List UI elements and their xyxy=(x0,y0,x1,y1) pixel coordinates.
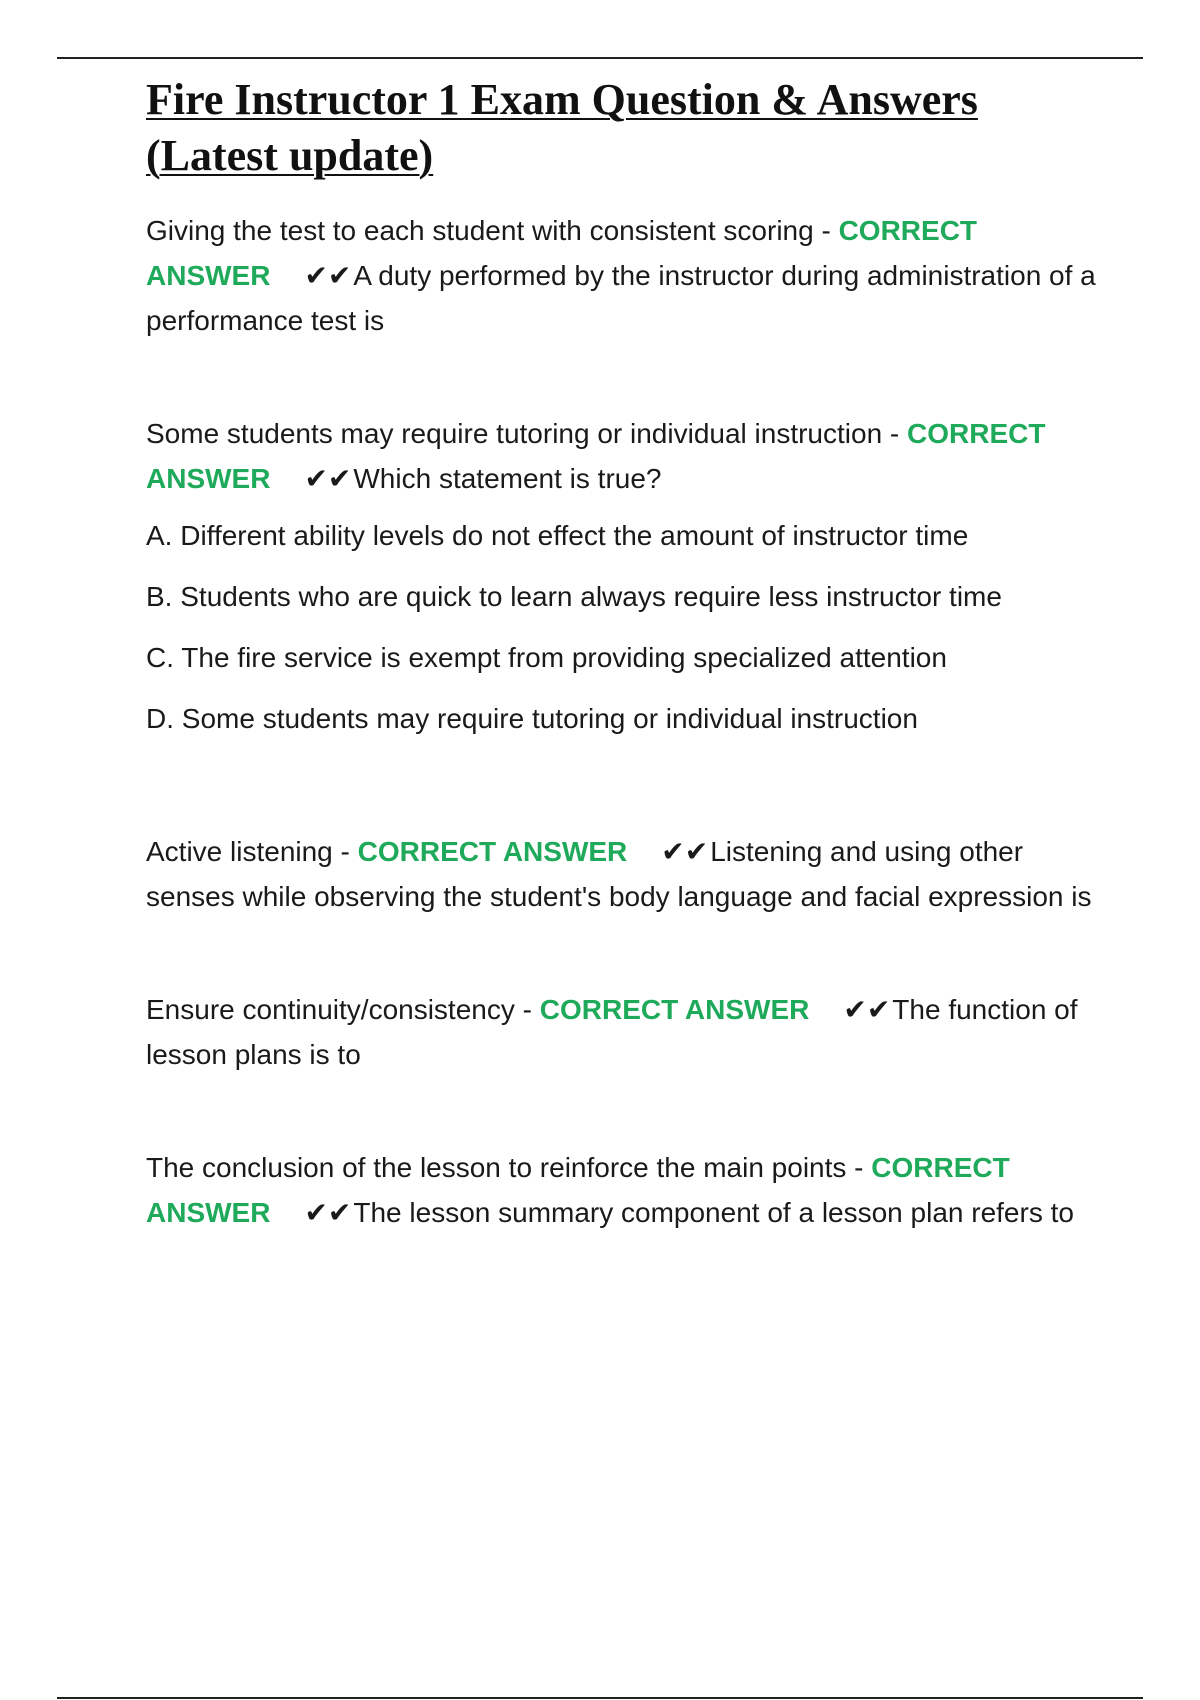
option-d: D. Some students may require tutoring or individual instruction xyxy=(146,703,918,734)
qa-paragraph xyxy=(146,411,1106,501)
checkmark-icon: ✔✔ xyxy=(304,463,352,494)
answer-text: The conclusion of the lesson to reinforce the main points - xyxy=(146,1152,872,1183)
document-title xyxy=(146,72,1106,184)
qa-paragraph xyxy=(146,987,1106,1077)
qa-item xyxy=(146,987,1106,1077)
qa-item xyxy=(146,829,1106,919)
answer-text: Some students may require tutoring or individual instruction - xyxy=(146,418,908,449)
answer-text: Active listening - xyxy=(146,836,358,867)
qa-paragraph xyxy=(146,1145,1106,1235)
checkmark-icon: ✔✔ xyxy=(304,260,352,291)
option-a: A. Different ability levels do not effect the amount of instructor time xyxy=(146,520,969,551)
qa-item xyxy=(146,208,1106,343)
correct-answer-label: CORRECT ANSWER xyxy=(539,994,810,1025)
question-text: The function of lesson plans is to xyxy=(146,994,1078,1070)
answer-text: Giving the test to each student with consistent scoring - xyxy=(146,215,839,246)
qa-item xyxy=(146,1145,1106,1235)
option-b: B. Students who are quick to learn always require less instructor time xyxy=(146,581,1002,612)
qa-paragraph xyxy=(146,208,1106,343)
question-text: The lesson summary component of a lesson plan refers to xyxy=(353,1197,1074,1228)
correct-answer-label: CORRECT ANSWER xyxy=(357,836,628,867)
question-text: Which statement is true? xyxy=(353,463,662,494)
question-text: Listening and using other senses while observing the student's body language and facial expression is xyxy=(146,836,1092,912)
question-text: A duty performed by the instructor during administration of a performance test is xyxy=(146,260,1096,336)
correct-answer-label: CORRECT ANSWER xyxy=(146,418,1046,494)
qa-item xyxy=(146,411,1106,741)
checkmark-icon: ✔✔ xyxy=(304,1197,352,1228)
qa-paragraph xyxy=(146,829,1106,919)
checkmark-icon: ✔✔ xyxy=(843,994,891,1025)
checkmark-icon: ✔✔ xyxy=(661,836,709,867)
option-c: C. The fire service is exempt from providing specialized attention xyxy=(146,642,947,673)
correct-answer-label: CORRECT ANSWER xyxy=(146,1152,1010,1228)
top-rule xyxy=(57,57,1143,59)
answer-text: Ensure continuity/consistency - xyxy=(146,994,540,1025)
title-line-1: Fire Instructor 1 Exam Question & Answers xyxy=(146,75,978,124)
correct-answer-label: CORRECT ANSWER xyxy=(146,215,978,291)
title-line-2: (Latest update) xyxy=(146,131,434,180)
document-body xyxy=(146,72,1106,1235)
bottom-rule xyxy=(57,1697,1143,1699)
